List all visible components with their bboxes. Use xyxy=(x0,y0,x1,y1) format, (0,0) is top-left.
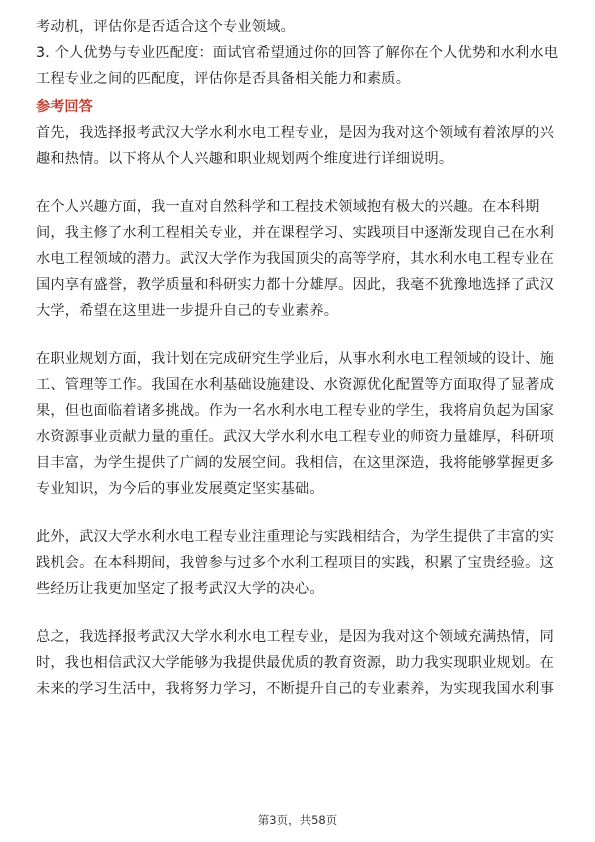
paragraph-1 xyxy=(36,120,562,172)
paragraph-line: 趣和热情。以下将从个人兴趣和职业规划两个维度进行详细说明。 xyxy=(36,151,454,167)
paragraph-gap xyxy=(36,502,562,524)
page-number-footer: 第3页，共58页 xyxy=(257,813,338,827)
paragraph-line: 些经历让我更加坚定了报考武汉大学的决心。 xyxy=(36,581,324,597)
paragraph-line: 工、管理等工作。我国在水利基础设施建设、水资源优化配置等方面取得了显著成 xyxy=(36,377,554,393)
point-3-line-1: 3. 个人优势与专业匹配度：面试官希望通过你的回答了解你在个人优势和水利水电 xyxy=(36,45,559,61)
paragraph-line: 大学，希望在这里进一步提升自己的专业素养。 xyxy=(36,303,339,319)
paragraph-line: 水资源事业贡献力量的重任。武汉大学水利水电工程专业的师资力量雄厚，科研项 xyxy=(36,429,554,445)
point-3-line-2: 工程专业之间的匹配度，评估你是否具备相关能力和素质。 xyxy=(36,71,411,87)
paragraph-line: 果，但也面临着诸多挑战。作为一名水利水电工程专业的学生，我将肩负起为国家 xyxy=(36,403,554,419)
paragraph-line: 目丰富，为学生提供了广阔的发展空间。我相信，在这里深造，我将能够掌握更多 xyxy=(36,455,554,471)
paragraph-line: 首先，我选择报考武汉大学水利水电工程专业，是因为我对这个领域有着浓厚的兴 xyxy=(36,125,554,141)
paragraph-4 xyxy=(36,524,562,602)
paragraph-gap xyxy=(36,172,562,194)
intro-line: 考动机，评估你是否适合这个专业领域。 xyxy=(36,19,295,35)
paragraph-line: 此外，武汉大学水利水电工程专业注重理论与实践相结合，为学生提供了丰富的实 xyxy=(36,529,554,545)
paragraph-5 xyxy=(36,624,562,702)
paragraph-line: 在职业规划方面，我计划在完成研究生学业后，从事水利水电工程领域的设计、施 xyxy=(36,351,554,367)
paragraph-line: 未来的学习生活中，我将努力学习，不断提升自己的专业素养，为实现我国水利事 xyxy=(36,681,554,697)
document-page xyxy=(36,14,562,702)
paragraph-line: 间，我主修了水利工程相关专业，并在课程学习、实践项目中逐渐发现自己在水利 xyxy=(36,225,554,241)
paragraph-2 xyxy=(36,194,562,324)
paragraph-line: 国内享有盛誉，教学质量和科研实力都十分雄厚。因此，我毫不犹豫地选择了武汉 xyxy=(36,277,554,293)
paragraph-line: 在个人兴趣方面，我一直对自然科学和工程技术领域抱有极大的兴趣。在本科期 xyxy=(36,199,540,215)
paragraph-line: 时，我也相信武汉大学能够为我提供最优质的教育资源，助力我实现职业规划。在 xyxy=(36,655,554,671)
paragraph-gap xyxy=(36,602,562,624)
paragraph-line: 总之，我选择报考武汉大学水利水电工程专业，是因为我对这个领域充满热情，同 xyxy=(36,629,554,645)
answer-heading: 参考回答 xyxy=(36,99,93,115)
paragraph-line: 水电工程领域的潜力。武汉大学作为我国顶尖的高等学府，其水利水电工程专业在 xyxy=(36,251,554,267)
paragraph-gap xyxy=(36,324,562,346)
paragraph-line: 专业知识，为今后的事业发展奠定坚实基础。 xyxy=(36,481,324,497)
paragraph-3 xyxy=(36,346,562,502)
paragraph-line: 践机会。在本科期间，我曾参与过多个水利工程项目的实践，积累了宝贵经验。这 xyxy=(36,555,554,571)
